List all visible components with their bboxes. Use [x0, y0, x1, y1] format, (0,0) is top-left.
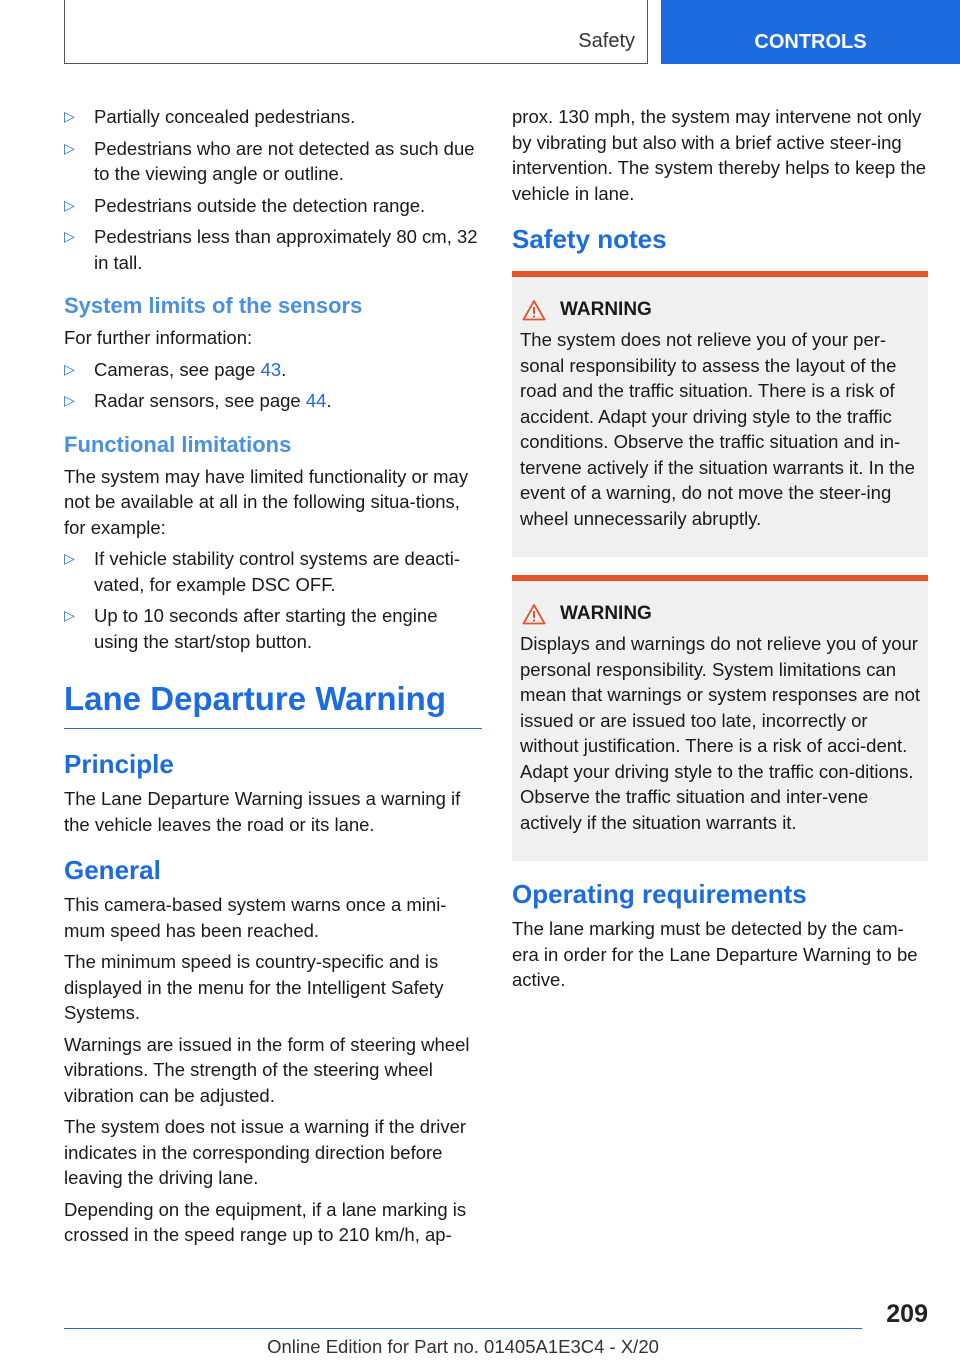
general-paragraph: Warnings are issued in the form of steering wheel vibrations. The strength of the steering wheel vibration can be adjusted.: [64, 1033, 470, 1106]
sensors-list: [64, 357, 482, 414]
page-link-cameras[interactable]: 43: [260, 358, 282, 380]
header-left-frame: [64, 0, 648, 64]
footer-edition: Online Edition for Part no. 01405A1E3C4 - X/20: [267, 1336, 659, 1357]
functional-heading: Functional limitations: [64, 431, 292, 457]
general-paragraph: This camera-based system warns once a mini-mum speed has been reached.: [64, 894, 447, 941]
header-chapter-tab[interactable]: [661, 0, 960, 64]
list-item: ▷ Pedestrians outside the detection range.: [64, 193, 482, 219]
footer-divider: [64, 1328, 862, 1329]
bullet-triangle-icon: ▷: [64, 360, 75, 377]
header-chapter-label: CONTROLS: [754, 31, 867, 53]
warning-text: Displays and warnings do not relieve you of your personal responsibility. System limitations can mean that warnings or system responses are not issued or are issued too late, incorrectly or without justification. There is a risk of acci-dent. Adapt your driving style to the traffic con-ditions. Observe the traffic situation and inter-vene actively if the situation warrants it.: [520, 633, 920, 833]
continuation-text: prox. 130 mph, the system may intervene not only by vibrating but also with a brief active steer-ing intervention. The system thereby helps to keep the vehicle in lane.: [512, 106, 927, 204]
bullet-triangle-icon: ▷: [64, 139, 75, 156]
right-column: [512, 104, 928, 999]
functional-intro: The system may have limited functionality or may not be available at all in the following situa-tions, for example:: [64, 465, 469, 538]
list-item: ▷ Up to 10 seconds after starting the engine using the start/stop button.: [64, 605, 438, 652]
bullet-triangle-icon: ▷: [64, 392, 75, 408]
warning-triangle-icon: [522, 603, 546, 625]
operating-heading: Operating requirements: [512, 879, 807, 909]
principle-text: The Lane Departure Warning issues a warning if the vehicle leaves the road or its lane.: [64, 788, 461, 835]
list-item: ▷ Cameras, see page 43.: [64, 357, 482, 383]
page-number: 209: [886, 1300, 928, 1328]
list-item: ▷ Pedestrians who are not detected as such due to the viewing angle or outline.: [64, 137, 475, 184]
principle-heading: Principle: [64, 749, 174, 779]
list-item: ▷ If vehicle stability control systems are deacti-vated, for example DSC OFF.: [64, 548, 461, 595]
warning-box: [512, 575, 928, 861]
list-item: ▷ Pedestrians less than approximately 80 cm, 32 in tall.: [64, 226, 478, 273]
left-column: [64, 104, 482, 1254]
sensors-intro: For further information:: [64, 327, 253, 348]
general-paragraph: The minimum speed is country-specific and is displayed in the menu for the Intelligent Safety Systems.: [64, 951, 444, 1023]
bullet-triangle-icon: ▷: [64, 607, 75, 623]
safety-notes-heading: Safety notes: [512, 224, 667, 254]
list-item: ▷ Partially concealed pedestrians.: [64, 104, 482, 130]
bullet-triangle-icon: ▷: [64, 108, 75, 124]
general-heading: General: [64, 855, 161, 885]
functional-list: [64, 546, 482, 654]
warning-text: The system does not relieve you of your per-sonal responsibility to assess the layout of the road and the traffic situation. There is a risk of accident. Adapt your driving style to the traffic conditions. Observe the traffic situation and in-tervene actively if the situation warrants it. In the event of a warning, do not move the steer-ing wheel unnecessarily abruptly.: [520, 329, 915, 529]
bullet-triangle-icon: ▷: [64, 228, 75, 244]
sensors-heading: System limits of the sensors: [64, 293, 363, 318]
warning-box: [512, 271, 928, 557]
warning-title: WARNING: [522, 603, 920, 625]
warning-triangle-icon: [522, 299, 546, 321]
page-link-radar[interactable]: 44: [305, 390, 327, 411]
warning-title: WARNING: [522, 299, 920, 321]
general-paragraph: Depending on the equipment, if a lane marking is crossed in the speed range up to 210 km/h, ap-: [64, 1198, 467, 1245]
header-section-title: Safety: [578, 30, 635, 52]
pedestrian-limits-list: [64, 104, 482, 275]
list-item: ▷ Radar sensors, see page 44.: [64, 388, 482, 414]
general-paragraph: The system does not issue a warning if the driver indicates in the corresponding direction before leaving the driving lane.: [64, 1116, 467, 1188]
bullet-triangle-icon: ▷: [64, 196, 75, 213]
bullet-triangle-icon: ▷: [64, 550, 75, 566]
main-heading: Lane Departure Warning: [64, 680, 482, 729]
operating-text: The lane marking must be detected by the cam-era in order for the Lane Departure Warning to be active.: [512, 918, 918, 990]
